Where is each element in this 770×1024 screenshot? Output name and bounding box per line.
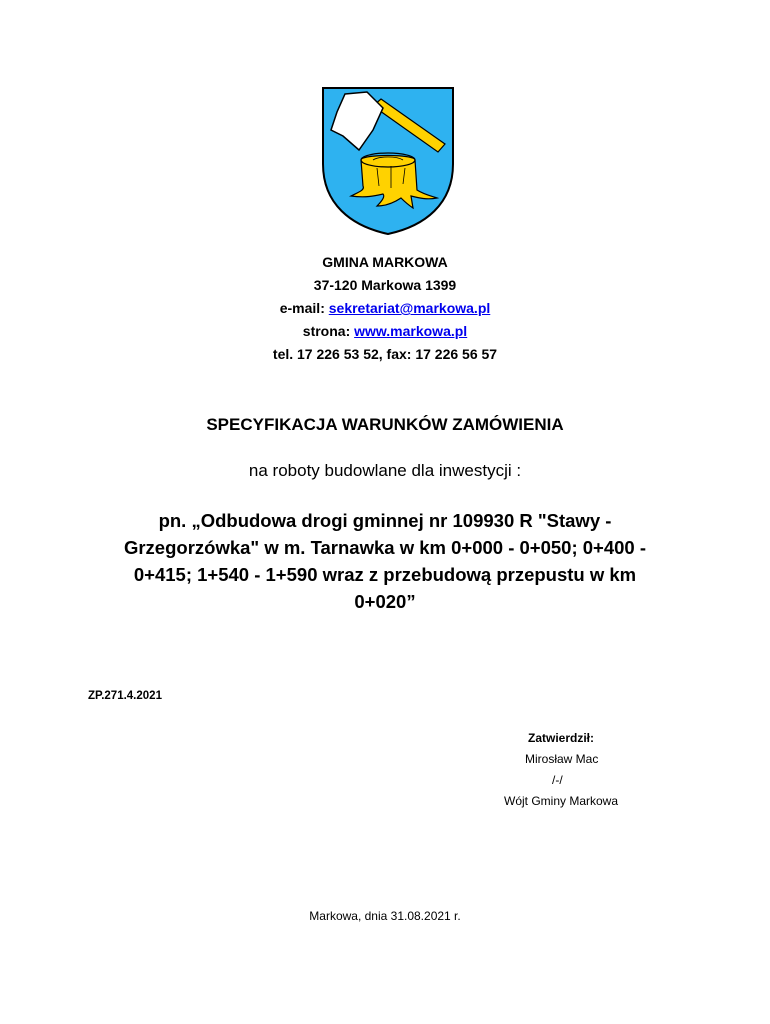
approval-label: Zatwierdził: (528, 731, 595, 745)
document-title: SPECYFIKACJA WARUNKÓW ZAMÓWIENIA (206, 415, 564, 434)
coat-of-arms (321, 86, 455, 236)
phone-fax-line: tel. 17 226 53 52, fax: 17 226 56 57 (272, 346, 498, 362)
municipality-name: GMINA MARKOWA (322, 254, 448, 270)
document-subtitle: na roboty budowlane dla inwestycji : (248, 461, 522, 480)
project-line: 0+415; 1+540 - 1+590 wraz z przebudową przepustu w km (133, 564, 637, 585)
reference-number: ZP.271.4.2021 (88, 690, 162, 702)
approval-block (480, 728, 660, 812)
project-line: Grzegorzówka" w m. Tarnawka w km 0+000 - 0+050; 0+400 - (123, 537, 647, 558)
project-line: pn. „Odbudowa drogi gminnej nr 109930 R "Stawy - (158, 510, 612, 531)
approver-name: Mirosław Mac (525, 752, 599, 766)
place-and-date: Markowa, dnia 31.08.2021 r. (309, 909, 461, 923)
email-label: e-mail: (279, 300, 329, 316)
project-line: 0+020” (354, 591, 416, 612)
project-name (80, 507, 690, 615)
email-link[interactable]: sekretariat@markowa.pl (328, 300, 491, 316)
signature-mark: /-/ (552, 773, 563, 787)
municipality-address: 37-120 Markowa 1399 (313, 277, 457, 293)
email-line (0, 297, 770, 320)
approver-role: Wójt Gminy Markowa (504, 794, 619, 808)
website-label: strona: (302, 323, 355, 339)
website-link[interactable]: www.markowa.pl (354, 323, 468, 339)
municipality-header (0, 251, 770, 366)
website-line (0, 320, 770, 343)
